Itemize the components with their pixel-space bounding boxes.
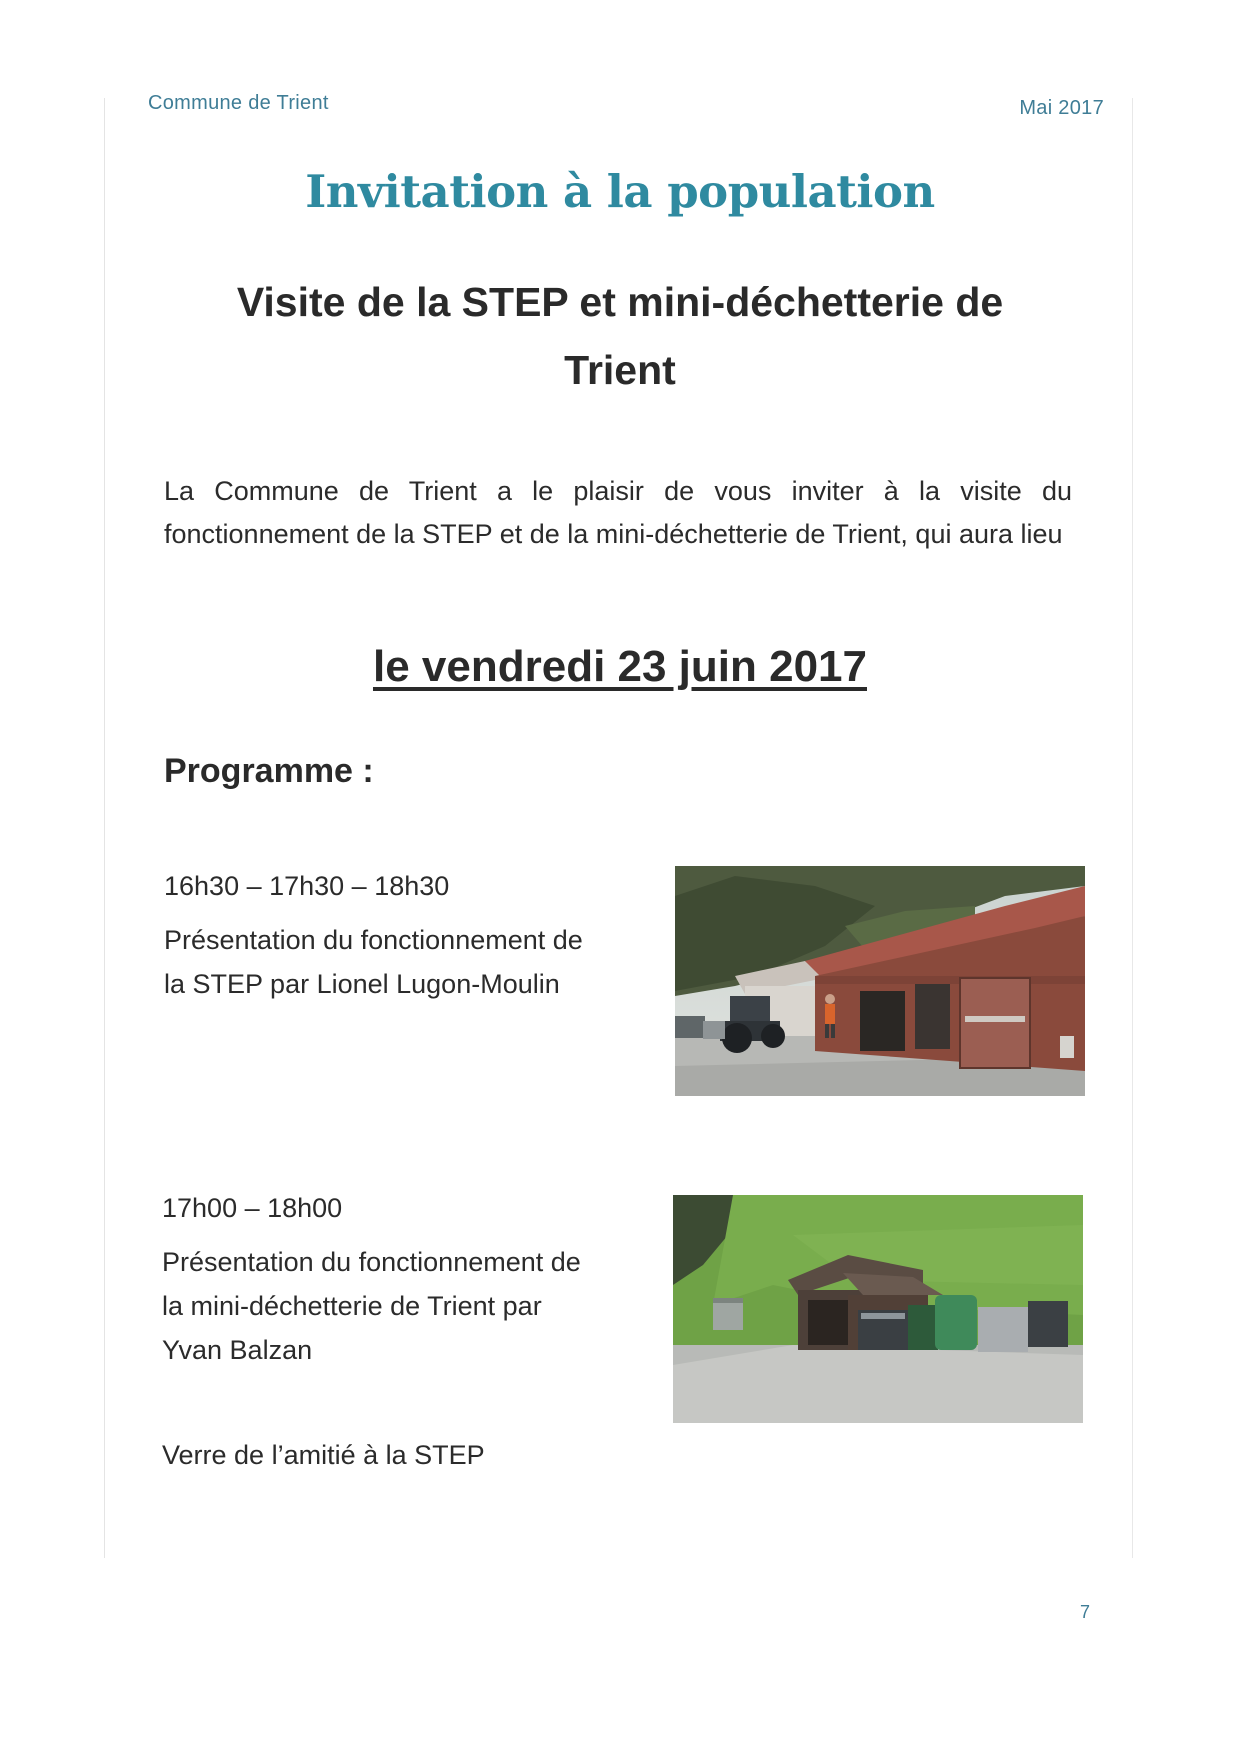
- programme-time: 17h00 – 18h00: [162, 1193, 343, 1223]
- programme-time: 16h30 – 17h30 – 18h30: [164, 871, 450, 901]
- header-commune: Commune de Trient: [148, 92, 329, 114]
- subtitle-line-2: Trient: [564, 347, 676, 393]
- step-building-photo: [675, 866, 1085, 1096]
- programme-desc-line: la STEP par Lionel Lugon-Moulin: [164, 969, 560, 999]
- scan-frame-right: [1132, 98, 1133, 1558]
- programme-item-dechetterie: [162, 1186, 662, 1372]
- intro-paragraph: La Commune de Trient a le plaisir de vous inviter à la visite du fonctionnement de la STEP et de la mini-déchetterie de Trient, qui aura lieu: [164, 476, 1072, 549]
- page-subtitle: [200, 268, 1040, 404]
- scan-frame-left: [104, 98, 105, 1558]
- event-date: le vendredi 23 juin 2017: [372, 642, 867, 691]
- page-number: 7: [1080, 1602, 1091, 1622]
- dechetterie-photo: [673, 1195, 1083, 1423]
- programme-desc-line: Présentation du fonctionnement de: [162, 1247, 581, 1277]
- programme-desc-line: Présentation du fonctionnement de: [164, 925, 583, 955]
- programme-heading: Programme :: [164, 752, 374, 790]
- page-title: Invitation à la population: [305, 165, 935, 218]
- header-date: Mai 2017: [1019, 97, 1104, 119]
- programme-desc-line: la mini-déchetterie de Trient par: [162, 1291, 542, 1321]
- programme-item-step: [164, 864, 664, 1006]
- closing-line: Verre de l’amitié à la STEP: [162, 1440, 485, 1470]
- programme-desc-line: Yvan Balzan: [162, 1335, 313, 1365]
- subtitle-line-1: Visite de la STEP et mini-déchetterie de: [236, 279, 1004, 325]
